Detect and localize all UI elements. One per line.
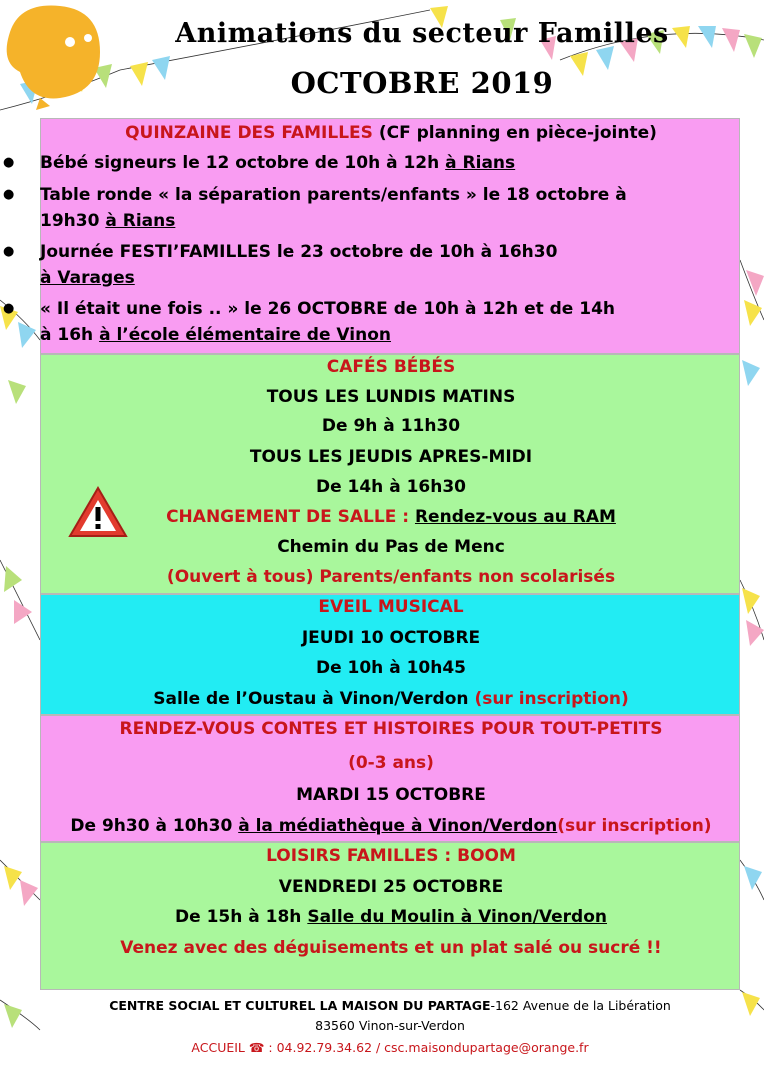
page-title: Animations du secteur Familles: [175, 18, 669, 49]
eveil-section: EVEIL MUSICAL JEUDI 10 OCTOBRE De 10h à 10h45 Salle de l’Oustau à Vinon/Verdon (sur inscription): [40, 594, 740, 715]
contes-title: RENDEZ-VOUS CONTES ET HISTOIRES POUR TOUT-PETITS: [119, 719, 663, 739]
cafes-title: CAFÉS BÉBÉS: [326, 357, 456, 377]
footer-city: 83560 Vinon-sur-Verdon: [315, 1018, 465, 1033]
warning-icon: [67, 485, 129, 539]
eveil-title: EVEIL MUSICAL: [318, 597, 464, 617]
page-month: OCTOBRE 2019: [290, 66, 554, 100]
bullet-icon: ●: [3, 187, 15, 202]
bullet-icon: ●: [3, 301, 15, 316]
place-link: à l’école élémentaire de Vinon: [99, 325, 391, 345]
footer-address: CENTRE SOCIAL ET CULTUREL LA MAISON DU PARTAGE-162 Avenue de la Libération: [109, 998, 671, 1013]
list-item: ● Bébé signeurs le 12 octobre de 10h à 12h à Rians: [40, 150, 740, 176]
list-item: ● « Il était une fois .. » le 26 OCTOBRE de 10h à 12h et de 14h à 16h à l’école élémentaire de Vinon: [40, 296, 740, 348]
footer-contact[interactable]: ACCUEIL ☎ : 04.92.79.34.62 / csc.maisondupartage@orange.fr: [191, 1040, 589, 1055]
quinzaine-title-red: QUINZAINE DES FAMILLES: [125, 123, 373, 143]
bullet-icon: ●: [3, 155, 15, 170]
quinzaine-title: [41, 123, 741, 143]
place-link: à Varages: [40, 268, 135, 288]
cafes-section: CAFÉS BÉBÉS TOUS LES LUNDIS MATINS De 9h à 11h30 TOUS LES JEUDIS APRES-MIDI De 14h à 16h30 CHANGEMENT DE SALLE : Rendez-vous au RAM Chemin du Pas de Menc (Ouvert à tous) Parents/enfants non scolarisés: [40, 354, 740, 594]
loisirs-title: LOISIRS FAMILLES : BOOM: [266, 846, 516, 866]
place-link: à Rians: [105, 211, 176, 231]
list-item: ● Journée FESTI’FAMILLES le 23 octobre de 10h à 16h30 à Varages: [40, 239, 740, 291]
loisirs-section: LOISIRS FAMILLES : BOOM VENDREDI 25 OCTOBRE De 15h à 18h Salle du Moulin à Vinon/Verdon Venez avec des déguisements et un plat salé ou sucré !!: [40, 842, 740, 990]
room-change: CHANGEMENT DE SALLE : Rendez-vous au RAM: [166, 507, 616, 527]
bullet-icon: ●: [3, 244, 15, 259]
quinzaine-title-note: (CF planning en pièce-jointe): [372, 123, 657, 143]
list-item: ● Table ronde « la séparation parents/enfants » le 18 octobre à 19h30 à Rians: [40, 182, 740, 234]
contes-section: RENDEZ-VOUS CONTES ET HISTOIRES POUR TOUT-PETITS (0-3 ans) MARDI 15 OCTOBRE De 9h30 à 10h30 à la médiathèque à Vinon/Verdon(sur inscription): [40, 715, 740, 842]
place-link: à Rians: [445, 153, 516, 173]
